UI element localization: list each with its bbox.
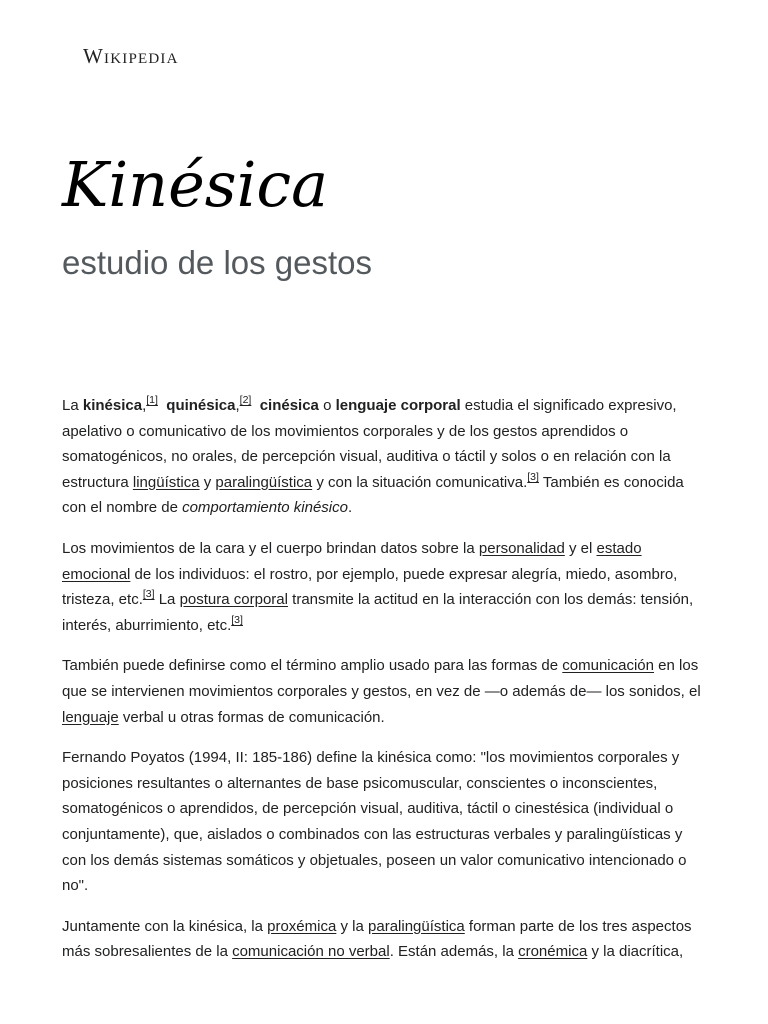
paragraph-5 <box>62 914 710 965</box>
text: o <box>318 397 336 414</box>
text: . <box>348 499 353 517</box>
text: y la diacrítica, <box>587 943 684 961</box>
text: Los movimientos de la cara y el cuerpo brindan datos sobre la <box>62 539 479 557</box>
term-cinesica: cinésica <box>259 397 319 414</box>
text: estudia el significado expresivo, apelativo o comunicativo de los movimientos corporales y de los gestos aprendidos o somatogénicos, no orales, de percepción visual, auditiva o táctil y solos o en relación con la estructura <box>62 397 677 491</box>
link-paralinguistica[interactable]: paralingüística <box>215 473 313 491</box>
text: forman parte de los tres aspectos más sobresalientes de la <box>62 917 692 961</box>
reference-3[interactable] <box>527 471 539 483</box>
term-kinesica: kinésica <box>82 397 143 414</box>
reference-link[interactable]: [1] <box>146 394 158 406</box>
link-estado-emocional[interactable]: estado emocional <box>62 539 642 583</box>
text: transmite la actitud en la interacción con los demás: tensión, interés, aburrimiento, etc. <box>62 591 694 634</box>
link-postura-corporal[interactable]: postura corporal <box>179 591 288 609</box>
term-quinesica: quinésica <box>166 397 236 414</box>
page-title: Kinésica <box>62 148 329 221</box>
reference-2[interactable] <box>240 394 252 406</box>
reference-link[interactable]: [3] <box>527 470 539 483</box>
reference-link[interactable]: [2] <box>239 394 252 406</box>
text: en los que se intervienen movimientos corporales y gestos, en vez de —o además de— los sonidos, el <box>62 657 701 700</box>
text: y la <box>336 917 369 935</box>
text: Juntamente con la kinésica, la <box>62 917 268 935</box>
text: La <box>62 397 83 414</box>
link-linguistica[interactable]: lingüística <box>132 473 200 491</box>
link-comunicacion-no-verbal[interactable]: comunicación no verbal <box>232 943 390 961</box>
text: y el <box>564 539 597 557</box>
link-paralinguistica[interactable]: paralingüística <box>368 917 465 935</box>
text: Fernando Poyatos (1994, II: 185-186) define la kinésica como: "los movimientos corporales y posiciones resultantes o alternantes de base psicomuscular, conscientes o inconscientes, somatogénicos o aprendidos, de percepción visual, auditiva, táctil o cinestésica (individual o conjuntamente), que, aislados o combinados con las estructuras verbales y paralingüísticas y con los demás sistemas somáticos y objetuales, poseen un valor comunicativo intencionado o no". <box>62 749 687 895</box>
link-comunicacion[interactable]: comunicación <box>562 657 654 675</box>
link-cronemica[interactable]: cronémica <box>518 943 588 961</box>
reference-3[interactable] <box>143 588 155 600</box>
text: , <box>142 397 147 414</box>
wikipedia-logo[interactable]: Wikipedia <box>83 44 179 68</box>
text: verbal u otras formas de comunicación. <box>118 708 385 726</box>
article-body <box>62 393 710 980</box>
text <box>251 397 259 414</box>
term-comportamiento-kinesico: comportamiento kinésico <box>182 499 348 517</box>
link-proxemica[interactable]: proxémica <box>267 917 337 935</box>
paragraph-2 <box>62 536 710 638</box>
text: La <box>154 591 180 609</box>
term-lenguaje-corporal: lenguaje corporal <box>335 397 461 414</box>
text: y <box>199 473 216 491</box>
reference-1[interactable] <box>146 394 158 406</box>
link-personalidad[interactable]: personalidad <box>478 539 565 557</box>
reference-link[interactable]: [3] <box>231 613 243 626</box>
text: También puede definirse como el término amplio usado para las formas de <box>62 657 563 675</box>
reference-link[interactable]: [3] <box>142 588 155 601</box>
link-lenguaje[interactable]: lenguaje <box>62 708 119 726</box>
text: . Están además, la <box>389 943 519 961</box>
text: y con la situación comunicativa. <box>312 473 528 491</box>
page-subtitle: estudio de los gestos <box>62 244 373 281</box>
paragraph-1 <box>62 393 710 521</box>
text: También es conocida con el nombre de <box>62 473 684 517</box>
text: , <box>235 397 240 414</box>
paragraph-3 <box>62 653 710 730</box>
paragraph-4 <box>62 745 710 899</box>
text: de los individuos: el rostro, por ejemplo, puede expresar alegría, miedo, asombro, tristeza, etc. <box>62 565 678 609</box>
reference-3[interactable] <box>231 614 243 626</box>
